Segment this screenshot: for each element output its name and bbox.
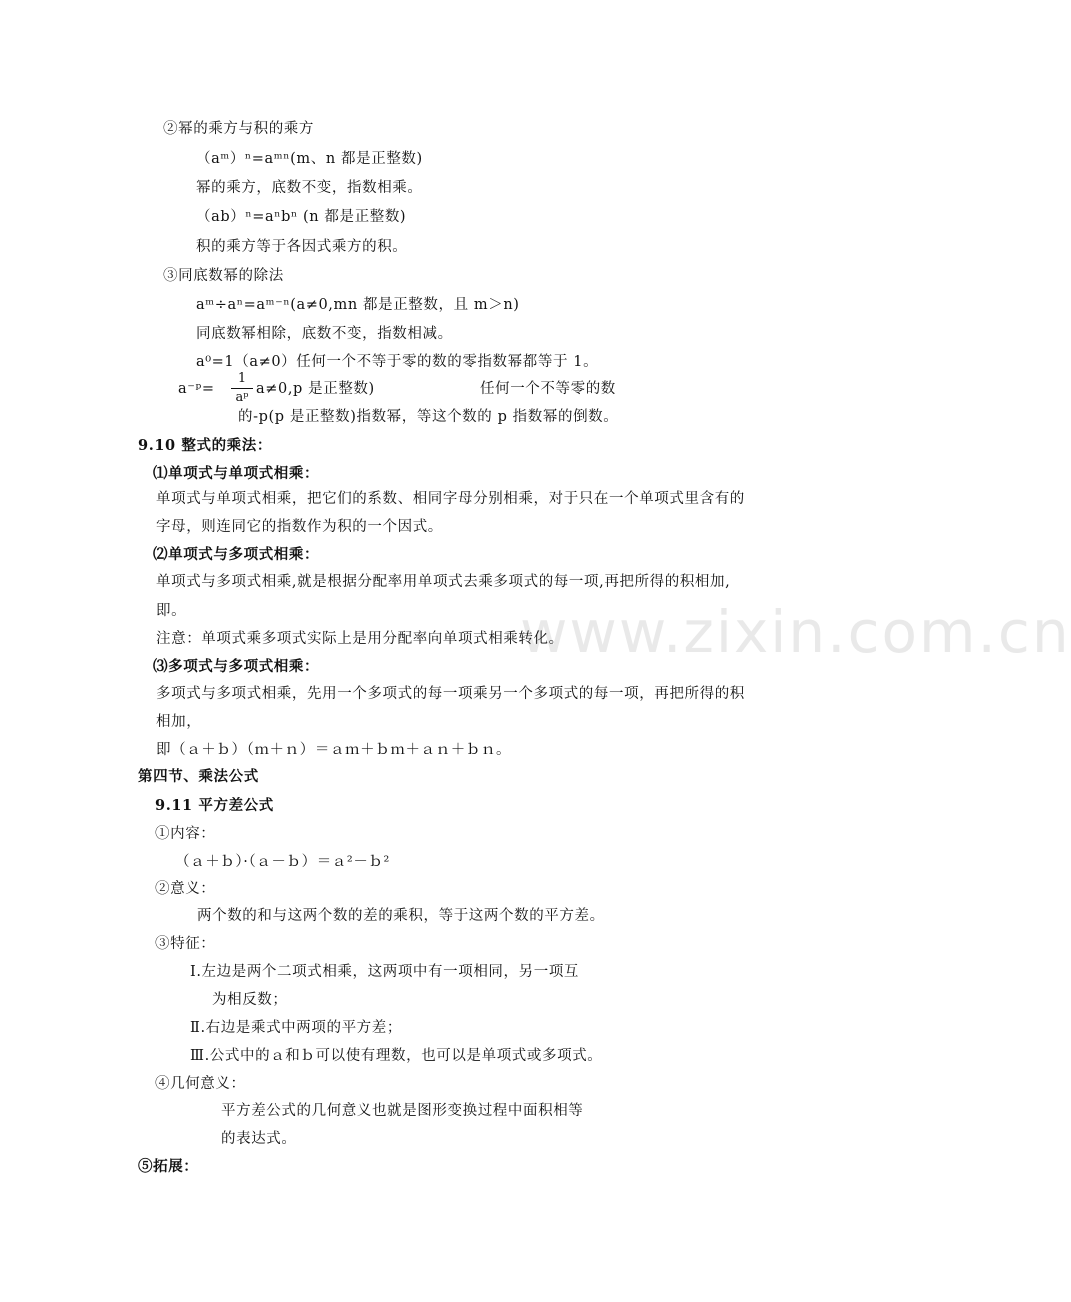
fraction (231, 372, 253, 405)
text-line-l04: （ab）ⁿ=aⁿbⁿ (n 都是正整数) (196, 209, 407, 225)
text-line-l05: 积的乘方等于各因式乘方的积。 (196, 239, 408, 255)
text-line-l27: 9.11 平方差公式 (155, 797, 274, 814)
text-line-l21: 注意：单项式乘多项式实际上是用分配率向单项式相乘转化。 (156, 631, 564, 647)
text-line-l18: ⑵单项式与多项式相乘： (153, 546, 320, 563)
text-line-l06: ③同底数幂的除法 (163, 268, 284, 284)
text-line-l13: 的-p(p 是正整数)指数幂，等这个数的 p 指数幂的倒数。 (238, 409, 619, 425)
text-line-l35: Ⅱ.右边是乘式中两项的平方差； (190, 1020, 402, 1036)
text-line-l12: 任何一个不等零的数 (480, 381, 616, 397)
text-line-l02: （aᵐ）ⁿ=aᵐⁿ(m、n 都是正整数) (196, 151, 423, 167)
fraction-bar (231, 388, 253, 389)
text-line-l39: 的表达式。 (221, 1131, 297, 1147)
text-line-l26: 第四节、乘法公式 (138, 768, 259, 785)
text-line-l17: 字母，则连同它的指数作为积的一个因式。 (156, 519, 443, 535)
text-line-l15: ⑴单项式与单项式相乘： (153, 465, 320, 482)
text-line-l24: 相加， (156, 714, 202, 730)
text-line-l40: ⑤拓展： (138, 1158, 199, 1175)
text-line-l14: 9.10 整式的乘法： (138, 437, 272, 454)
text-line-l08: 同底数幂相除，底数不变，指数相减。 (196, 326, 453, 342)
text-line-l23: 多项式与多项式相乘，先用一个多项式的每一项乘另一个多项式的每一项，再把所得的积 (156, 686, 745, 702)
text-line-l33: Ⅰ.左边是两个二项式相乘，这两项中有一项相同，另一项互 (190, 964, 580, 980)
text-line-l01: ②幂的乘方与积的乘方 (163, 121, 314, 137)
text-line-l11: a≠0,p 是正整数) (256, 381, 375, 397)
text-line-l29: （ａ＋ｂ）·（ａ－ｂ）＝ａ²－ｂ² (175, 854, 390, 870)
text-line-l03: 幂的乘方，底数不变，指数相乘。 (196, 180, 423, 196)
text-line-l07: aᵐ÷aⁿ=aᵐ⁻ⁿ(a≠0,mn 都是正整数，且 m＞n) (196, 297, 520, 313)
text-line-l36: Ⅲ.公式中的ａ和ｂ可以使有理数，也可以是单项式或多项式。 (190, 1048, 603, 1064)
text-line-l10: a⁻ᵖ= (178, 381, 215, 397)
text-line-l37: ④几何意义： (155, 1076, 246, 1092)
text-line-l30: ②意义： (155, 881, 216, 897)
text-line-l09: a⁰=1（a≠0）任何一个不等于零的数的零指数幂都等于 1。 (196, 354, 599, 370)
text-line-l38: 平方差公式的几何意义也就是图形变换过程中面积相等 (221, 1103, 584, 1119)
text-line-l19: 单项式与多项式相乘,就是根据分配率用单项式去乘多项式的每一项,再把所得的积相加, (156, 574, 731, 590)
text-line-l32: ③特征： (155, 936, 216, 952)
text-line-l28: ①内容： (155, 826, 216, 842)
text-line-l20: 即。 (156, 603, 187, 619)
watermark: www.zixin.com.cn (520, 598, 1071, 666)
text-line-l22: ⑶多项式与多项式相乘： (153, 658, 320, 675)
text-line-l34: 为相反数； (212, 992, 288, 1008)
fraction-numerator: 1 (237, 371, 247, 386)
text-line-l25: 即（ａ＋ｂ）（ｍ＋ｎ）＝ａｍ＋ｂｍ＋ａｎ＋ｂｎ。 (156, 742, 512, 758)
text-line-l31: 两个数的和与这两个数的差的乘积，等于这两个数的平方差。 (197, 908, 605, 924)
fraction-denominator: aᵖ (235, 390, 249, 405)
text-line-l16: 单项式与单项式相乘，把它们的系数、相同字母分别相乘，对于只在一个单项式里含有的 (156, 491, 745, 507)
